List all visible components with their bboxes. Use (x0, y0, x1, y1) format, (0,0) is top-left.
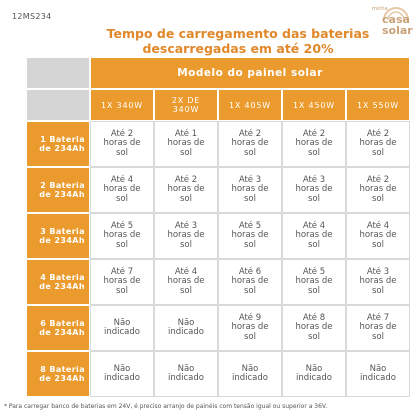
table-cell: Não indicado (90, 305, 154, 351)
battery-label: 6 Bateria de 234Ah (26, 305, 90, 351)
charging-table (26, 57, 410, 397)
table-cell: Até 3 horas de sol (154, 213, 218, 259)
table-row (26, 167, 410, 213)
table-row (26, 213, 410, 259)
table-cell: Até 2 horas de sol (154, 167, 218, 213)
table-cell: Até 7 horas de sol (346, 305, 410, 351)
footnote: * Para carregar banco de baterias em 24V, é preciso arranjo de painéis com tensão igual ou superior a 36V. (4, 403, 328, 410)
logo-small-text: minha (372, 6, 388, 12)
panel-header: 1X 405W (218, 89, 282, 121)
table-cell: Até 4 horas de sol (154, 259, 218, 305)
table-cell: Até 4 horas de sol (282, 213, 346, 259)
table-cell: Não indicado (282, 351, 346, 397)
table-cell: Até 2 horas de sol (90, 121, 154, 167)
table-cell: Até 2 horas de sol (346, 121, 410, 167)
table-cell: Até 5 horas de sol (282, 259, 346, 305)
table-cell: Não indicado (154, 351, 218, 397)
table-cell: Até 3 horas de sol (218, 167, 282, 213)
table-cell: Até 3 horas de sol (282, 167, 346, 213)
table-cell: Até 8 horas de sol (282, 305, 346, 351)
battery-label: 8 Bateria de 234Ah (26, 351, 90, 397)
table-cell: Não indicado (154, 305, 218, 351)
product-code: 12MS234 (12, 12, 52, 21)
battery-label: 3 Bateria de 234Ah (26, 213, 90, 259)
battery-label: 2 Bateria de 234Ah (26, 167, 90, 213)
table-corner (26, 89, 90, 121)
table-corner (26, 57, 90, 89)
panel-header: 2X DE 340W (154, 89, 218, 121)
battery-label: 1 Bateria de 234Ah (26, 121, 90, 167)
table-cell: Até 2 horas de sol (218, 121, 282, 167)
table-cell: Até 5 horas de sol (90, 213, 154, 259)
table-cell: Não indicado (218, 351, 282, 397)
panel-model-header: Modelo do painel solar (90, 57, 410, 89)
table-row (26, 121, 410, 167)
page-title: Tempo de carregamento das baterias descarregadas em até 20% (106, 26, 370, 56)
table-cell: Até 4 horas de sol (90, 167, 154, 213)
table-row (26, 259, 410, 305)
panel-header: 1X 340W (90, 89, 154, 121)
table-cell: Até 7 horas de sol (90, 259, 154, 305)
battery-label: 4 Bateria de 234Ah (26, 259, 90, 305)
table-row (26, 351, 410, 397)
panel-header: 1X 550W (346, 89, 410, 121)
panel-header: 1X 450W (282, 89, 346, 121)
table-cell: Até 2 horas de sol (346, 167, 410, 213)
table-cell: Não indicado (346, 351, 410, 397)
logo (362, 4, 412, 42)
table-cell: Não indicado (90, 351, 154, 397)
table-cell: Até 2 horas de sol (282, 121, 346, 167)
table-cell: Até 9 horas de sol (218, 305, 282, 351)
table-cell: Até 4 horas de sol (346, 213, 410, 259)
table-row (26, 305, 410, 351)
table-cell: Até 5 horas de sol (218, 213, 282, 259)
table-cell: Até 1 horas de sol (154, 121, 218, 167)
table-cell: Até 6 horas de sol (218, 259, 282, 305)
logo-brand-text: casa solar (382, 13, 413, 37)
table-cell: Até 3 horas de sol (346, 259, 410, 305)
